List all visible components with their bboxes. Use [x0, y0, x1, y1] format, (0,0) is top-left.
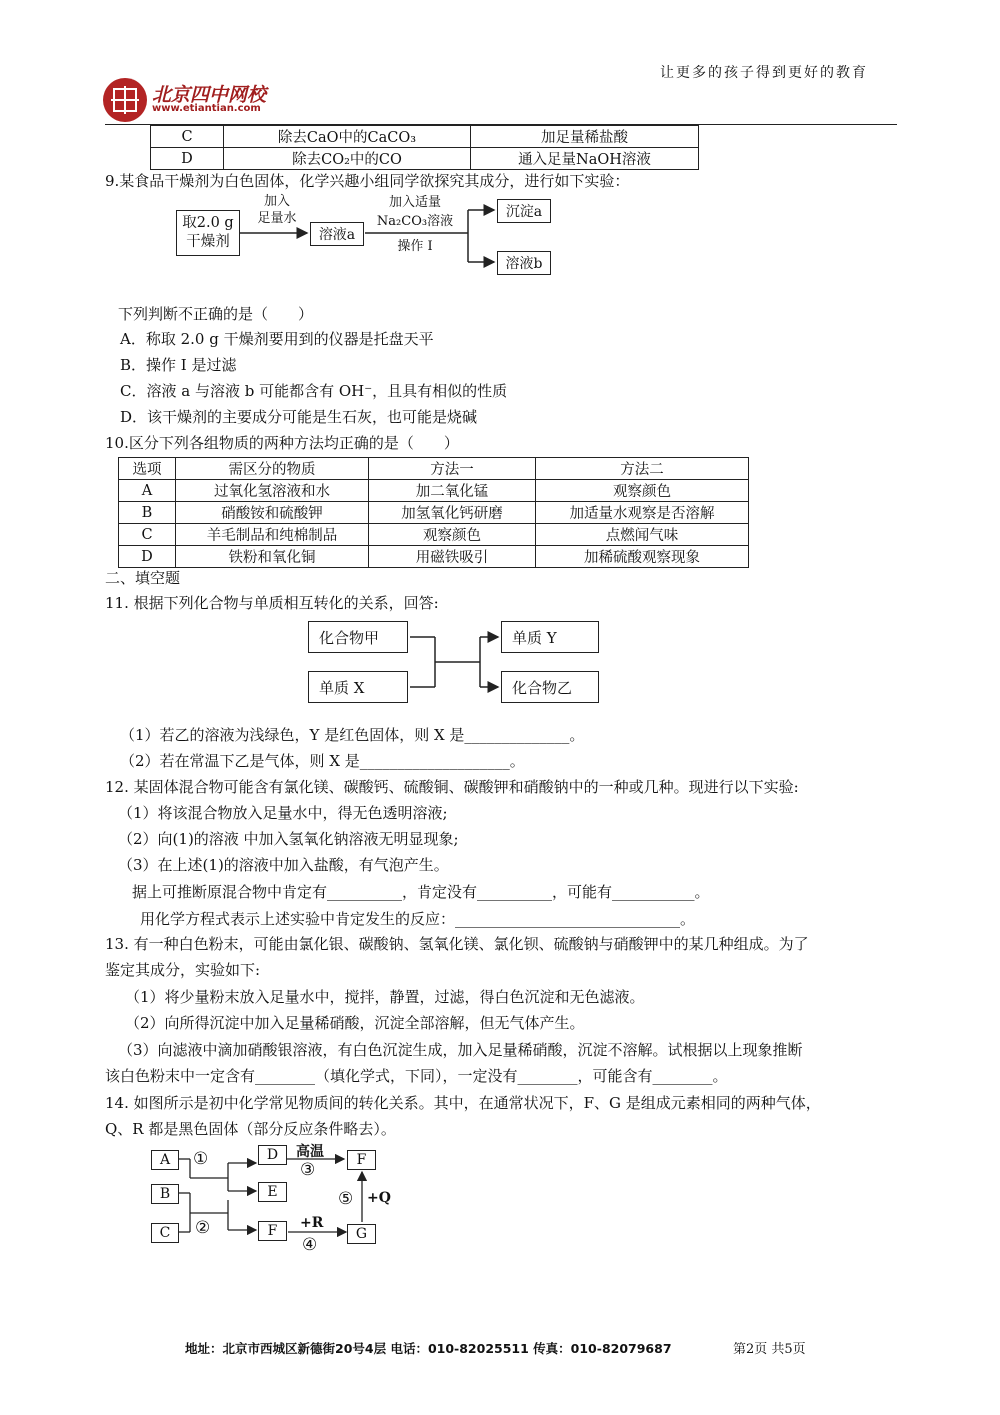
high-temp-label: 高温	[296, 1144, 324, 1160]
compound-yi-box	[501, 671, 599, 703]
table-cell: 点燃闻气味	[536, 524, 749, 546]
element-x-box	[308, 671, 408, 703]
node-label: F	[267, 1223, 278, 1239]
compound-jia-box	[308, 621, 408, 653]
table-cell: 除去CO₂中的CO	[224, 148, 471, 170]
box-label: 化合物乙	[512, 678, 573, 697]
q13-line1: 13. 有一种白色粉末，可能由氯化银、碳酸钠、氢氧化镁、氯化钡、硫酸钠与硝酸钾中的某几种组成。为了	[105, 935, 809, 953]
table-row	[151, 148, 699, 170]
logo-name: 北京四中网校	[152, 84, 267, 106]
table-cell: 观察颜色	[536, 480, 749, 502]
table-header: 方法一	[369, 458, 536, 480]
q13-step1: （1）将少量粉末放入足量水中，搅拌，静置，过滤，得白色沉淀和无色滤液。	[125, 988, 645, 1006]
table-cell: 用磁铁吸引	[369, 546, 536, 568]
box-label: 沉淀a	[505, 204, 543, 220]
section-title: 二、填空题	[105, 569, 181, 587]
node-g	[347, 1224, 376, 1244]
reaction-1-label: ①	[193, 1149, 209, 1169]
arrow-label-line: 足量水	[257, 211, 297, 226]
node-e	[258, 1182, 287, 1202]
solution-a-box	[310, 222, 364, 246]
box-label: 溶液b	[505, 256, 543, 272]
node-d	[258, 1145, 287, 1165]
node-label: F	[356, 1152, 367, 1168]
table-header-row	[119, 458, 749, 480]
box-label: 溶液a	[318, 227, 356, 243]
table-cell: 羊毛制品和纯棉制品	[176, 524, 369, 546]
table-row	[151, 126, 699, 148]
q8-table-continued	[150, 125, 699, 170]
table-row	[119, 502, 749, 524]
school-logo-icon	[103, 78, 147, 122]
node-label: C	[159, 1225, 171, 1241]
table-cell: B	[119, 502, 176, 524]
node-label: G	[355, 1226, 368, 1242]
node-label: D	[266, 1147, 279, 1163]
table-cell: 观察颜色	[369, 524, 536, 546]
table-row	[119, 480, 749, 502]
footer-page-number: 第2页 共5页	[733, 1342, 806, 1357]
q9-option-c: C．溶液 a 与溶液 b 可能都含有 OH⁻，且具有相似的性质	[120, 382, 508, 400]
table-cell: C	[151, 126, 224, 148]
table-cell: 加足量稀盐酸	[471, 126, 699, 148]
table-row	[119, 524, 749, 546]
table-cell: 加适量水观察是否溶解	[536, 502, 749, 524]
q14-line2: Q、R 都是黑色固体（部分反应条件略去）。	[105, 1120, 396, 1138]
arrow-label-line: Na₂CO₃溶液	[376, 214, 454, 229]
footer-address: 地址：北京市西城区新德街20号4层 电话：010-82025511 传真：010-82079687	[185, 1341, 672, 1356]
table-cell: 通入足量NaOH溶液	[471, 148, 699, 170]
node-f-lower	[258, 1221, 287, 1241]
q12-equation: 用化学方程式表示上述实验中肯定发生的反应：______________________________。	[140, 910, 696, 928]
q12-stem: 12. 某固体混合物可能含有氯化镁、碳酸钙、硫酸铜、碳酸钾和硝酸钠中的一种或几种。现进行以下实验:	[105, 778, 799, 796]
plus-q-label: +Q	[367, 1190, 391, 1206]
q13-line2: 鉴定其成分，实验如下:	[105, 961, 261, 979]
table-cell: 过氧化氢溶液和水	[176, 480, 369, 502]
box-label: 化合物甲	[319, 628, 380, 647]
q9-arrow1-label	[252, 193, 302, 227]
box-label: 取2.0 g	[182, 215, 234, 231]
arrow-label-line: 操作 I	[397, 239, 433, 254]
arrow-label-line: 加入适量	[388, 195, 441, 210]
precipitate-a-box	[497, 199, 551, 223]
q10-table	[118, 457, 749, 568]
table-cell: 铁粉和氧化铜	[176, 546, 369, 568]
node-b	[151, 1184, 179, 1204]
table-header: 选项	[119, 458, 176, 480]
table-cell: 加二氧化锰	[369, 480, 536, 502]
table-header: 方法二	[536, 458, 749, 480]
q12-step1: （1）将该混合物放入足量水中，得无色透明溶液;	[118, 804, 448, 822]
node-label: A	[159, 1152, 171, 1168]
table-row	[119, 546, 749, 568]
logo-url: www.etiantian.com	[152, 103, 261, 114]
header-slogan: 让更多的孩子得到更好的教育	[660, 65, 868, 81]
q9-arrow2-label	[368, 193, 462, 256]
q11-sub1: （1）若乙的溶液为浅绿色，Y 是红色固体，则 X 是______________。	[120, 726, 585, 744]
element-y-box	[501, 621, 599, 653]
q11-sub2: （2）若在常温下乙是气体，则 X 是____________________。	[120, 752, 525, 770]
node-a	[151, 1150, 179, 1170]
table-cell: 硝酸铵和硫酸钾	[176, 502, 369, 524]
reaction-4-label: ④	[302, 1235, 318, 1255]
table-cell: D	[119, 546, 176, 568]
node-label: E	[267, 1184, 278, 1200]
q12-step3: （3）在上述(1)的溶液中加入盐酸，有气泡产生。	[118, 856, 449, 874]
q10-stem: 10.区分下列各组物质的两种方法均正确的是（ ）	[105, 434, 459, 452]
table-cell: A	[119, 480, 176, 502]
q11-stem: 11. 根据下列化合物与单质相互转化的关系，回答:	[105, 594, 439, 612]
q12-inference: 据上可推断原混合物中肯定有__________，肯定没有__________，可能有___________。	[132, 883, 710, 901]
node-c	[151, 1223, 179, 1243]
table-header: 需区分的物质	[176, 458, 369, 480]
table-cell: 加氢氧化钙研磨	[369, 502, 536, 524]
box-label: 单质 Y	[512, 628, 557, 647]
q9-stem: 9.某食品干燥剂为白色固体，化学兴趣小组同学欲探究其成分，进行如下实验：	[105, 172, 630, 190]
arrow-label-line: 加入	[263, 194, 290, 209]
q13-answer-line: 该白色粉末中一定含有________（填化学式，下同），一定没有________，可能含有________。	[105, 1067, 728, 1085]
q13-step2: （2）向所得沉淀中加入足量稀硝酸，沉淀全部溶解，但无气体产生。	[125, 1014, 585, 1032]
node-label: B	[159, 1186, 171, 1202]
solution-b-box	[497, 251, 551, 275]
q12-step2: （2）向(1)的溶液 中加入氢氧化钠溶液无明显现象;	[118, 830, 459, 848]
node-f-upper	[347, 1150, 376, 1170]
table-cell: D	[151, 148, 224, 170]
plus-r-label: +R	[300, 1215, 324, 1231]
q9-option-b: B．操作 I 是过滤	[120, 356, 237, 374]
q14-line1: 14. 如图所示是初中化学常见物质间的转化关系。其中，在通常状况下，F、G 是组成元素相同的两种气体，	[105, 1094, 821, 1112]
box-label: 干燥剂	[186, 234, 230, 250]
reaction-2-label: ②	[195, 1218, 211, 1238]
dryer-sample-box	[176, 210, 240, 256]
q9-prompt: 下列判断不正确的是（ ）	[118, 305, 314, 323]
reaction-3-label: ③	[300, 1160, 316, 1180]
table-cell: C	[119, 524, 176, 546]
table-cell: 加稀硫酸观察现象	[536, 546, 749, 568]
table-cell: 除去CaO中的CaCO₃	[224, 126, 471, 148]
q13-step3: （3）向滤液中滴加硝酸银溶液，有白色沉淀生成，加入足量稀硝酸，沉淀不溶解。试根据以上现象推断	[118, 1041, 803, 1059]
q9-option-d: D．该干燥剂的主要成分可能是生石灰，也可能是烧碱	[120, 408, 478, 426]
reaction-5-label: ⑤	[338, 1189, 354, 1209]
q9-option-a: A．称取 2.0 g 干燥剂要用到的仪器是托盘天平	[120, 330, 434, 348]
box-label: 单质 X	[319, 678, 365, 697]
